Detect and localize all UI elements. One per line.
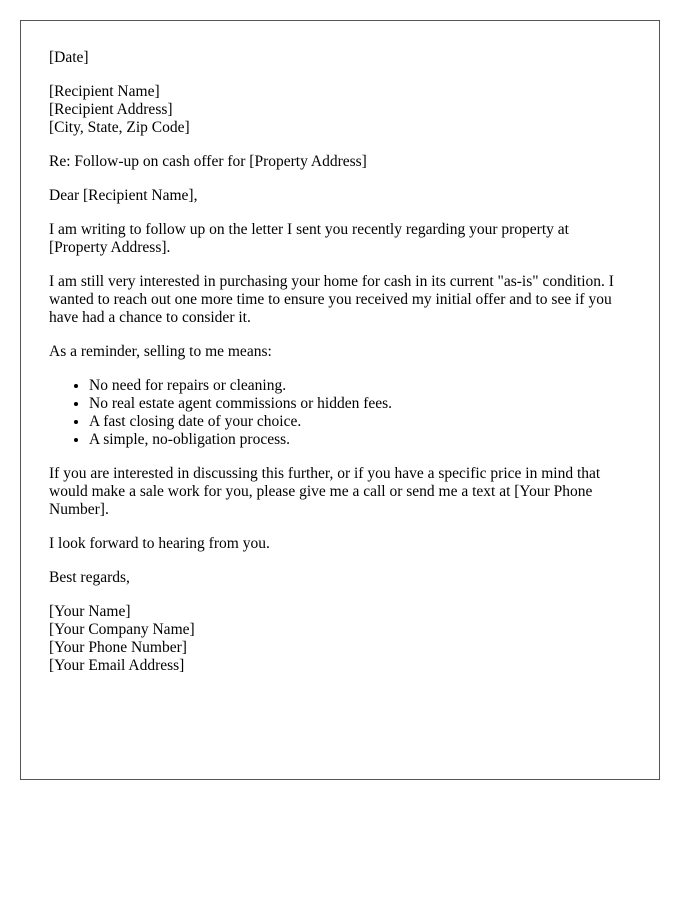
recipient-name: [Recipient Name]	[49, 83, 160, 100]
letter-page	[20, 20, 660, 780]
recipient-city-state-zip: [City, State, Zip Code]	[49, 119, 190, 136]
closing-paragraph: I look forward to hearing from you.	[49, 535, 270, 552]
benefits-list-item: • A fast closing date of your choice.	[89, 413, 631, 431]
benefits-list-item: • No real estate agent commissions or hidden fees.	[89, 395, 631, 413]
sender-block	[49, 603, 631, 675]
benefits-list-item: • No need for repairs or cleaning.	[89, 377, 631, 395]
closing-paragraph: If you are interested in discussing this further, or if you have a specific price in mind that would make a sale work for you, please give me a call or send me a text at [Your Phone Number].	[49, 465, 601, 518]
body-paragraph: I am writing to follow up on the letter I sent you recently regarding your property at [Property Address].	[49, 221, 569, 256]
sender-phone: [Your Phone Number]	[49, 639, 187, 656]
recipient-address: [Recipient Address]	[49, 101, 173, 118]
subject-line: Re: Follow-up on cash offer for [Property Address]	[49, 153, 367, 170]
letter-date: [Date]	[49, 49, 89, 66]
body-paragraph: I am still very interested in purchasing your home for cash in its current "as-is" condition. I wanted to reach out one more time to ensure you received my initial offer and to see if you have had a chance to consider it.	[49, 273, 614, 326]
benefits-list	[49, 377, 631, 449]
recipient-block	[49, 83, 631, 137]
salutation: Dear [Recipient Name],	[49, 187, 198, 204]
sender-name: [Your Name]	[49, 603, 131, 620]
sign-off: Best regards,	[49, 569, 130, 586]
body-paragraph: As a reminder, selling to me means:	[49, 343, 272, 360]
sender-company: [Your Company Name]	[49, 621, 195, 638]
sender-email: [Your Email Address]	[49, 657, 185, 674]
benefits-list-item: • A simple, no-obligation process.	[89, 431, 631, 449]
